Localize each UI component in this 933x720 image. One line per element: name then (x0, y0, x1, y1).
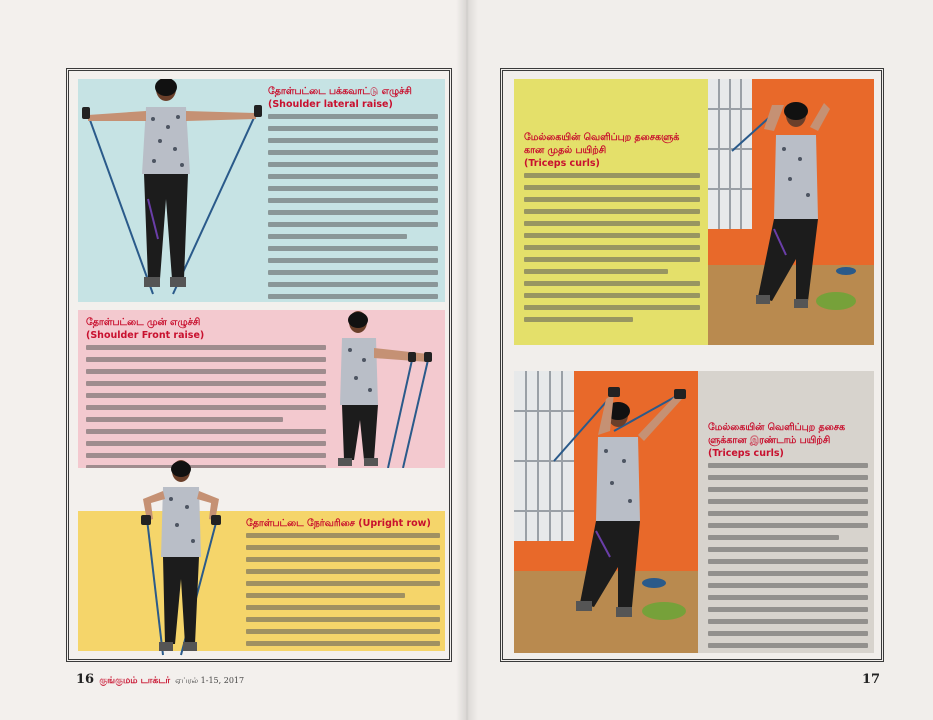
upright-row-heading (246, 517, 440, 530)
lateral-raise-heading-ta: தோள்பட்டை பக்கவாட்டு எழுச்சி (268, 86, 412, 97)
upright-row-photo (119, 459, 239, 659)
lateral-raise-text (268, 85, 438, 302)
upright-row-heading-en: (Upright row) (358, 518, 431, 529)
left-footer (76, 668, 276, 687)
triceps-curls-1-text (524, 131, 700, 329)
triceps-curls-1-body (524, 173, 700, 322)
page-gutter (456, 0, 478, 720)
triceps-curls-2-heading-en: (Triceps curls) (708, 448, 784, 459)
lateral-raise-body (268, 114, 438, 302)
right-page-number: 17 (862, 672, 881, 687)
left-page-frame (66, 68, 452, 662)
woman-front-raise-illustration (328, 310, 445, 468)
front-raise-body (86, 345, 326, 468)
woman-lateral-raise-illustration (78, 79, 268, 302)
upright-row-text (246, 517, 440, 651)
triceps-curls-1-heading-en: (Triceps curls) (524, 158, 600, 169)
lateral-raise-heading-en: (Shoulder lateral raise) (268, 99, 393, 110)
triceps-curls-1-heading-ta: மேல்கையின் வெளிப்புற தசைகளுக் கான முதல் பயிற்சி (524, 132, 680, 156)
woman-triceps-curls-2-illustration (514, 371, 698, 653)
triceps-curls-1-photo (708, 79, 874, 345)
left-page-number: 16 (76, 672, 95, 687)
front-raise-photo (328, 310, 445, 468)
issue-date: ஏப்ரல் 1-15, 2017 (175, 676, 245, 685)
magazine-name: குங்குமம் டாக்டர் (99, 676, 171, 686)
lateral-raise-panel (78, 79, 445, 302)
triceps-curls-2-panel (698, 371, 874, 653)
upright-row-body (246, 533, 440, 651)
triceps-curls-2-text (708, 421, 868, 653)
front-raise-heading-en: (Shoulder Front raise) (86, 330, 205, 341)
front-raise-heading-ta: தோள்பட்டை முன் எழுச்சி (86, 317, 201, 328)
woman-triceps-curls-1-illustration (708, 79, 874, 345)
triceps-curls-2-photo (514, 371, 698, 653)
right-page-frame (500, 68, 884, 662)
front-raise-panel (78, 310, 445, 468)
triceps-curls-1-panel (514, 79, 708, 345)
triceps-curls-2-heading-ta: மேல்கையின் வெளிப்புற தசைக ளுக்கான இரண்டாம் பயிற்சி (708, 422, 846, 446)
woman-upright-row-illustration (119, 459, 239, 659)
right-footer (862, 668, 892, 687)
triceps-curls-2-body (708, 463, 868, 653)
lateral-raise-photo (78, 79, 268, 302)
upright-row-heading-ta: தோள்பட்டை நேர்வரிசை (246, 518, 355, 529)
front-raise-text (86, 316, 326, 468)
